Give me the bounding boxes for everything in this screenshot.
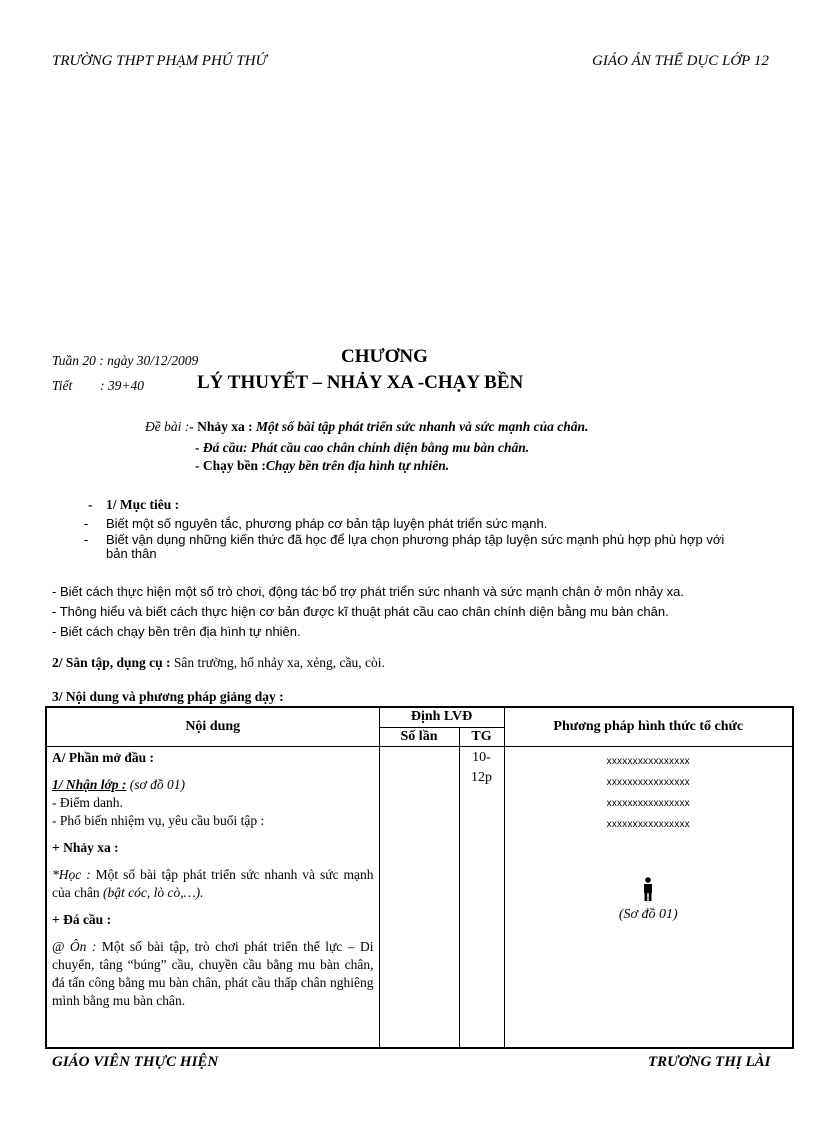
content-cell <box>46 746 379 1048</box>
objective-line-1: - Biết cách thực hiện một số trò chơi, động tác bổ trợ phát triển sức nhanh và sức mạnh chân ở môn nhảy xa. <box>52 584 684 599</box>
time-line-1: 10- <box>472 749 491 765</box>
lesson-title: LÝ THUYẾT – NHẢY XA -CHẠY BỀN <box>197 372 524 393</box>
learn-paragraph <box>52 866 374 902</box>
objectives-bullet-dash: - <box>88 497 93 512</box>
subject-title: GIÁO ÁN THỂ DỤC LỚP 12 <box>592 53 769 69</box>
shuttlecock-heading: + Đá cầu : <box>52 911 112 927</box>
formation <box>505 747 793 835</box>
review-label: @ Ôn : <box>52 938 97 954</box>
header-times: Số lần <box>379 727 459 746</box>
roll-call: - Điểm danh. <box>52 794 123 810</box>
class-label: 1/ Nhận lớp : <box>52 776 127 792</box>
objective-text-2: Biết vận dụng những kiến thức đã học để lựa chọn phương pháp tập luyện sức mạnh phù hợp phù hợp với <box>106 532 725 547</box>
objective-line-2: - Thông hiểu và biết cách thực hiện cơ bản được kĩ thuật phát cầu cao chân chính diện bằng mu bàn chân. <box>52 604 669 619</box>
objective-text-3: bản thân <box>106 546 157 561</box>
objective-text-1: Biết một số nguyên tắc, phương pháp cơ bản tập luyện phát triển sức mạnh. <box>106 516 548 531</box>
person-icon <box>642 877 654 901</box>
table-row <box>46 746 793 1048</box>
teacher-icon <box>505 877 793 907</box>
diagram-caption: (Sơ đồ 01) <box>618 906 678 922</box>
header-content: Nội dung <box>46 707 379 746</box>
topic-item3-prefix: - Chạy bền : <box>195 458 266 473</box>
topic-line-3 <box>195 458 449 474</box>
method-cell <box>504 746 793 1048</box>
objective-line-3: - Biết cách chạy bền trên địa hình tự nhiên. <box>52 624 301 639</box>
header-dosage: Định LVĐ <box>379 707 504 727</box>
week-date: Tuần 20 : ngày 30/12/2009 <box>52 353 199 368</box>
topic-item2-label: Đá cầu <box>202 440 243 455</box>
review-text: Một số bài tập, trò chơi phát triển thể lực – Di chuyển, tâng “búng” cầu, chuyền cầu bằng mu bàn chân, đá tấn công bằng mu bàn chân, phát cầu thấp chân nghiêng mình bằng mu bàn chân. <box>52 938 374 1008</box>
learn-text: Một số bài tập phát triển sức nhanh và sức mạnh của chân <box>52 866 374 900</box>
topic-label: Đề bài : <box>145 419 190 434</box>
formation-row: xxxxxxxxxxxxxxxx <box>606 818 690 830</box>
lesson-plan-table <box>45 706 794 1049</box>
part-heading: A/ Phần mở đầu : <box>52 749 154 765</box>
times-cell <box>379 746 459 1048</box>
footer-teacher-label: GIÁO VIÊN THỰC HIỆN <box>52 1054 219 1070</box>
period-value: : 39+40 <box>100 378 144 393</box>
announce: - Phổ biến nhiệm vụ, yêu cầu buổi tập : <box>52 812 265 828</box>
objective-bullet-1: - <box>84 516 89 531</box>
topic-item2-text: : Phát cầu cao chân chính diện bằng mu bàn chân. <box>243 440 530 455</box>
topic-item3-text: Chạy bền trên địa hình tự nhiên. <box>265 458 450 473</box>
footer-teacher-name: TRƯƠNG THỊ LÀI <box>648 1054 771 1070</box>
time-cell <box>459 746 504 1048</box>
topic-item1-prefix: - Nhảy xa : <box>189 419 256 434</box>
formation-row: xxxxxxxxxxxxxxxx <box>606 797 690 809</box>
formation-row: xxxxxxxxxxxxxxxx <box>606 776 690 788</box>
header-time: TG <box>459 727 504 746</box>
formation-row: xxxxxxxxxxxxxxxx <box>606 755 690 767</box>
school-name: TRƯỜNG THPT PHẠM PHÚ THỨ <box>52 53 267 69</box>
venue <box>52 655 385 671</box>
class-note: (sơ đồ 01) <box>126 776 185 792</box>
objectives-heading: 1/ Mục tiêu : <box>106 497 180 512</box>
topic-item2-prefix: - <box>195 440 203 455</box>
period-label: Tiết <box>52 378 73 393</box>
venue-label: 2/ Sân tập, dụng cụ : <box>52 655 171 670</box>
time-line-2: 12p <box>471 769 492 785</box>
content-heading: 3/ Nội dung và phương pháp giảng dạy : <box>52 689 284 704</box>
chapter-label: CHƯƠNG <box>341 346 428 367</box>
topic-item1-text: Một số bài tập phát triển sức nhanh và sức mạnh của chân. <box>256 419 589 434</box>
class-line <box>52 776 374 794</box>
header-method: Phương pháp hình thức tổ chức <box>504 707 793 746</box>
learn-note: (bật cóc, lò cò,…). <box>102 884 204 900</box>
objective-bullet-2: - <box>84 532 89 547</box>
topic-line-1 <box>145 419 588 435</box>
venue-text: Sân trường, hố nhảy xa, xẻng, cầu, còi. <box>170 655 385 670</box>
topic-line-2 <box>195 440 529 456</box>
long-jump-heading: + Nhảy xa : <box>52 839 119 855</box>
learn-label: *Học : <box>52 866 91 882</box>
review-paragraph <box>52 938 374 1010</box>
